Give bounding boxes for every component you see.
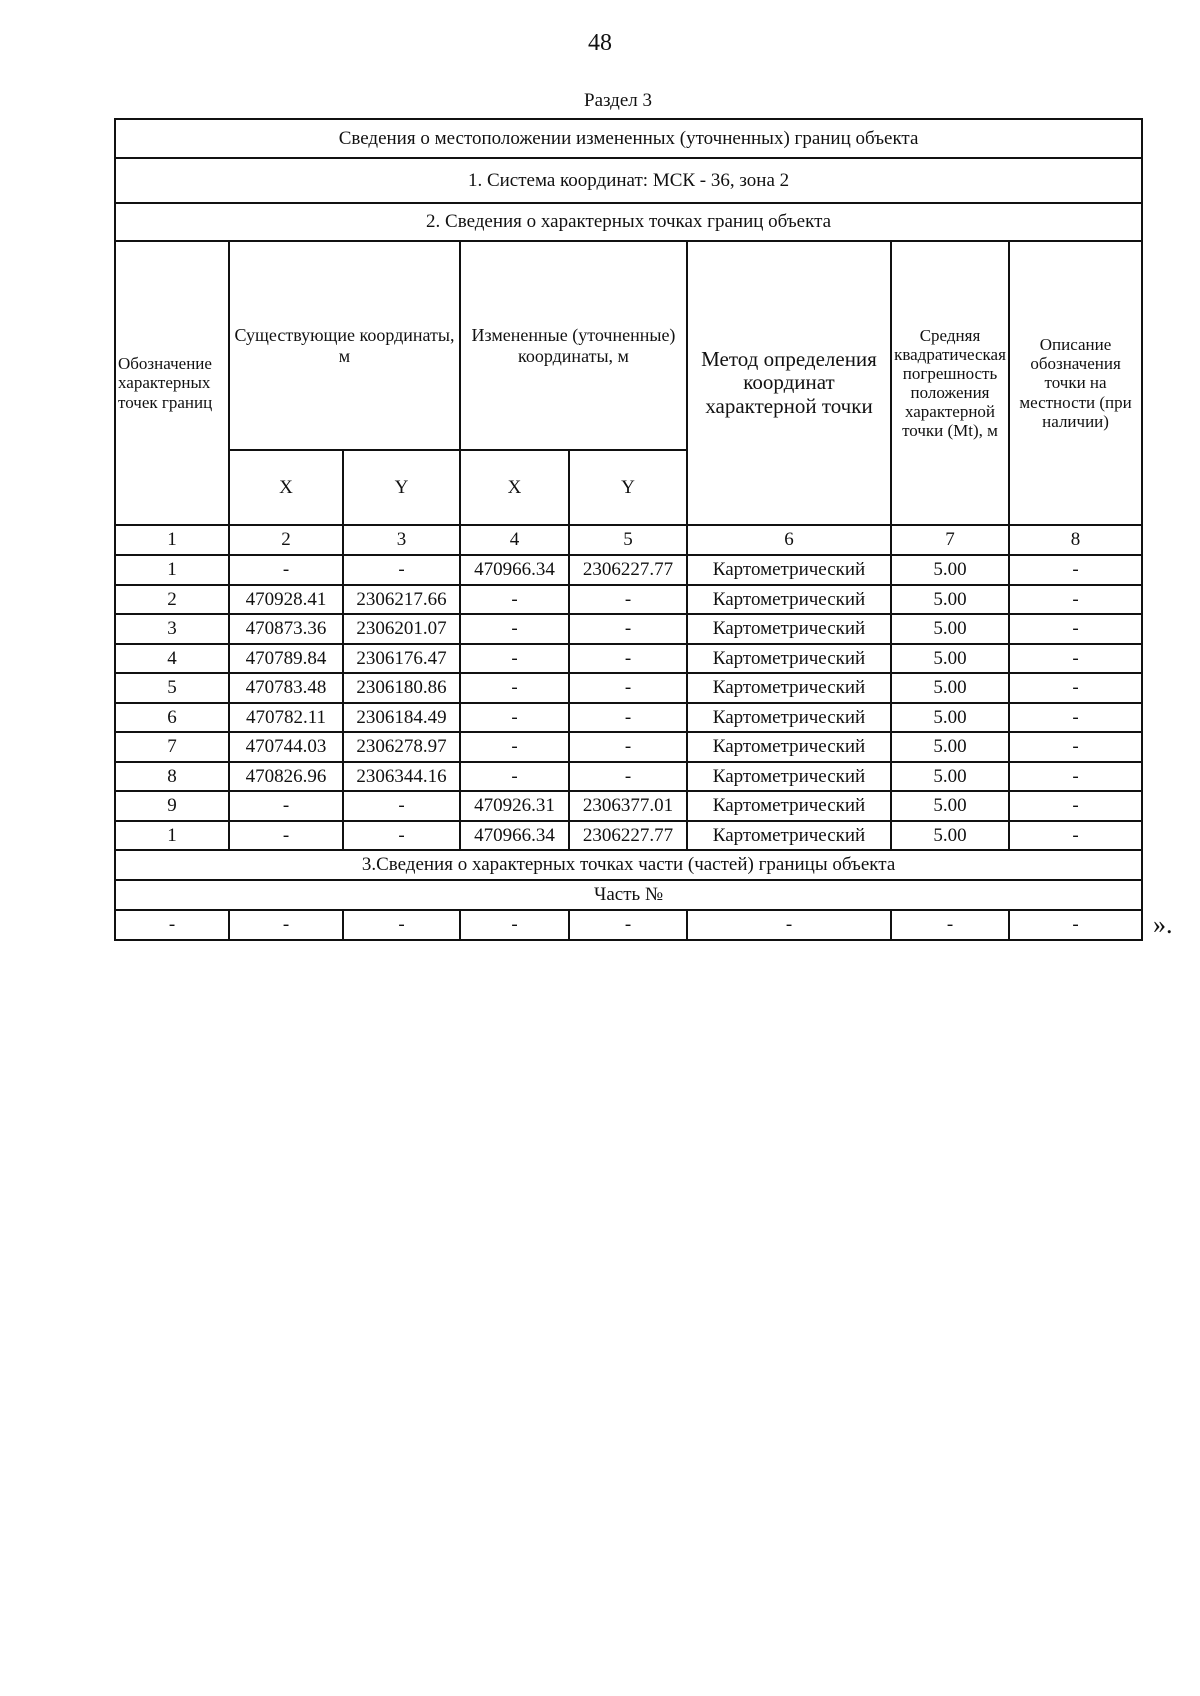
table-cell: - <box>1009 910 1142 940</box>
table-cell: 1 <box>115 555 229 585</box>
table-cell: 470873.36 <box>229 614 343 644</box>
table-cell: 470744.03 <box>229 732 343 762</box>
table-cell: Картометрический <box>687 791 891 821</box>
table-cell: - <box>569 614 687 644</box>
table-cell: 2306184.49 <box>343 703 460 733</box>
table-cell: 5.00 <box>891 732 1009 762</box>
table-cell: 5.00 <box>891 673 1009 703</box>
table-row <box>115 703 1142 733</box>
table-cell: 5.00 <box>891 821 1009 851</box>
column-numbers-row <box>115 525 1142 555</box>
table-cell: - <box>229 821 343 851</box>
table-cell: - <box>569 644 687 674</box>
part-row <box>115 910 1142 940</box>
table-cell: Картометрический <box>687 732 891 762</box>
table-cell: 5.00 <box>891 791 1009 821</box>
table-cell: - <box>1009 791 1142 821</box>
header-changed-y: Y <box>569 450 687 525</box>
closing-quote: ». <box>1153 910 1173 939</box>
table-cell: - <box>460 614 569 644</box>
table-cell: 470782.11 <box>229 703 343 733</box>
header-changed-coordinates: Измененные (уточненные) координаты, м <box>460 241 687 450</box>
table-cell: - <box>1009 585 1142 615</box>
table-cell: 2306217.66 <box>343 585 460 615</box>
table-cell: Картометрический <box>687 703 891 733</box>
table-cell: Картометрический <box>687 585 891 615</box>
table-cell: - <box>1009 673 1142 703</box>
table-cell: 5.00 <box>891 703 1009 733</box>
table-cell: 470783.48 <box>229 673 343 703</box>
table-cell: Картометрический <box>687 614 891 644</box>
table-cell: 2306344.16 <box>343 762 460 792</box>
column-number-cell: 8 <box>1009 525 1142 555</box>
table-cell: - <box>343 821 460 851</box>
header-method: Метод определения координат характерной точки <box>687 241 891 525</box>
table-cell: - <box>343 791 460 821</box>
table-cell: - <box>115 910 229 940</box>
table-cell: 5.00 <box>891 555 1009 585</box>
page-number: 48 <box>588 30 612 56</box>
table-cell: - <box>687 910 891 940</box>
table-cell: 3 <box>115 614 229 644</box>
header-existing-coordinates: Существующие координаты, м <box>229 241 460 450</box>
table-row <box>115 585 1142 615</box>
table-cell: Картометрический <box>687 673 891 703</box>
header-existing-x: X <box>229 450 343 525</box>
part-label: Часть № <box>115 880 1142 910</box>
table-cell: - <box>460 673 569 703</box>
table-cell: - <box>569 673 687 703</box>
table-cell: - <box>229 555 343 585</box>
table-row <box>115 732 1142 762</box>
table-cell: 8 <box>115 762 229 792</box>
table-cell: 5.00 <box>891 644 1009 674</box>
table-cell: - <box>569 703 687 733</box>
table-cell: 470789.84 <box>229 644 343 674</box>
table-cell: - <box>460 703 569 733</box>
points-heading: 2. Сведения о характерных точках границ объекта <box>115 203 1142 241</box>
table-cell: 2 <box>115 585 229 615</box>
parts-heading: 3.Сведения о характерных точках части (частей) границы объекта <box>115 850 1142 880</box>
coordinate-system: 1. Система координат: МСК - 36, зона 2 <box>115 158 1142 203</box>
table-cell: Картометрический <box>687 821 891 851</box>
table-cell: 470966.34 <box>460 555 569 585</box>
column-number-cell: 1 <box>115 525 229 555</box>
table-cell: 2306227.77 <box>569 821 687 851</box>
table-row <box>115 644 1142 674</box>
table-cell: - <box>1009 762 1142 792</box>
table-row <box>115 791 1142 821</box>
table-row <box>115 555 1142 585</box>
header-error: Средняя квадратическая погрешность положения характерной точки (Mt), м <box>891 241 1009 525</box>
table-cell: 2306377.01 <box>569 791 687 821</box>
table-cell: 9 <box>115 791 229 821</box>
table-cell: 470966.34 <box>460 821 569 851</box>
table-cell: 4 <box>115 644 229 674</box>
table-caption: Сведения о местоположении измененных (уточненных) границ объекта <box>115 119 1142 158</box>
table-cell: 470826.96 <box>229 762 343 792</box>
table-cell: - <box>1009 703 1142 733</box>
table-cell: 1 <box>115 821 229 851</box>
table-cell: - <box>891 910 1009 940</box>
table-cell: 2306180.86 <box>343 673 460 703</box>
table-cell: - <box>1009 644 1142 674</box>
table-cell: 7 <box>115 732 229 762</box>
section-title: Раздел 3 <box>584 90 652 111</box>
table-cell: 5 <box>115 673 229 703</box>
table-cell: - <box>1009 732 1142 762</box>
table-cell: Картометрический <box>687 555 891 585</box>
table-cell: - <box>1009 614 1142 644</box>
table-cell: 2306176.47 <box>343 644 460 674</box>
header-changed-x: X <box>460 450 569 525</box>
column-number-cell: 5 <box>569 525 687 555</box>
table-cell: 2306201.07 <box>343 614 460 644</box>
table-cell: - <box>460 762 569 792</box>
header-existing-y: Y <box>343 450 460 525</box>
table-row <box>115 614 1142 644</box>
table-cell: 5.00 <box>891 585 1009 615</box>
boundary-points-table <box>114 118 1143 941</box>
table-cell: - <box>229 910 343 940</box>
table-cell: 2306227.77 <box>569 555 687 585</box>
table-cell: Картометрический <box>687 762 891 792</box>
table-cell: - <box>1009 555 1142 585</box>
table-cell: - <box>1009 821 1142 851</box>
header-designation: Обозначение характерных точек границ <box>115 241 229 525</box>
table-cell: 5.00 <box>891 762 1009 792</box>
table-row <box>115 762 1142 792</box>
table-cell: - <box>343 910 460 940</box>
header-description: Описание обозначения точки на местности (при наличии) <box>1009 241 1142 525</box>
column-number-cell: 2 <box>229 525 343 555</box>
table-cell: - <box>569 585 687 615</box>
table-row <box>115 821 1142 851</box>
table-cell: - <box>229 791 343 821</box>
table-cell: - <box>569 910 687 940</box>
column-number-cell: 7 <box>891 525 1009 555</box>
table-cell: - <box>460 910 569 940</box>
table-cell: 470926.31 <box>460 791 569 821</box>
column-number-cell: 4 <box>460 525 569 555</box>
table-cell: 2306278.97 <box>343 732 460 762</box>
table-cell: 6 <box>115 703 229 733</box>
column-number-cell: 6 <box>687 525 891 555</box>
table-cell: - <box>460 644 569 674</box>
column-number-cell: 3 <box>343 525 460 555</box>
table-cell: 5.00 <box>891 614 1009 644</box>
table-cell: Картометрический <box>687 644 891 674</box>
table-cell: - <box>460 585 569 615</box>
table-cell: - <box>343 555 460 585</box>
table-cell: - <box>569 762 687 792</box>
table-row <box>115 673 1142 703</box>
table-cell: - <box>460 732 569 762</box>
table-cell: - <box>569 732 687 762</box>
table-cell: 470928.41 <box>229 585 343 615</box>
